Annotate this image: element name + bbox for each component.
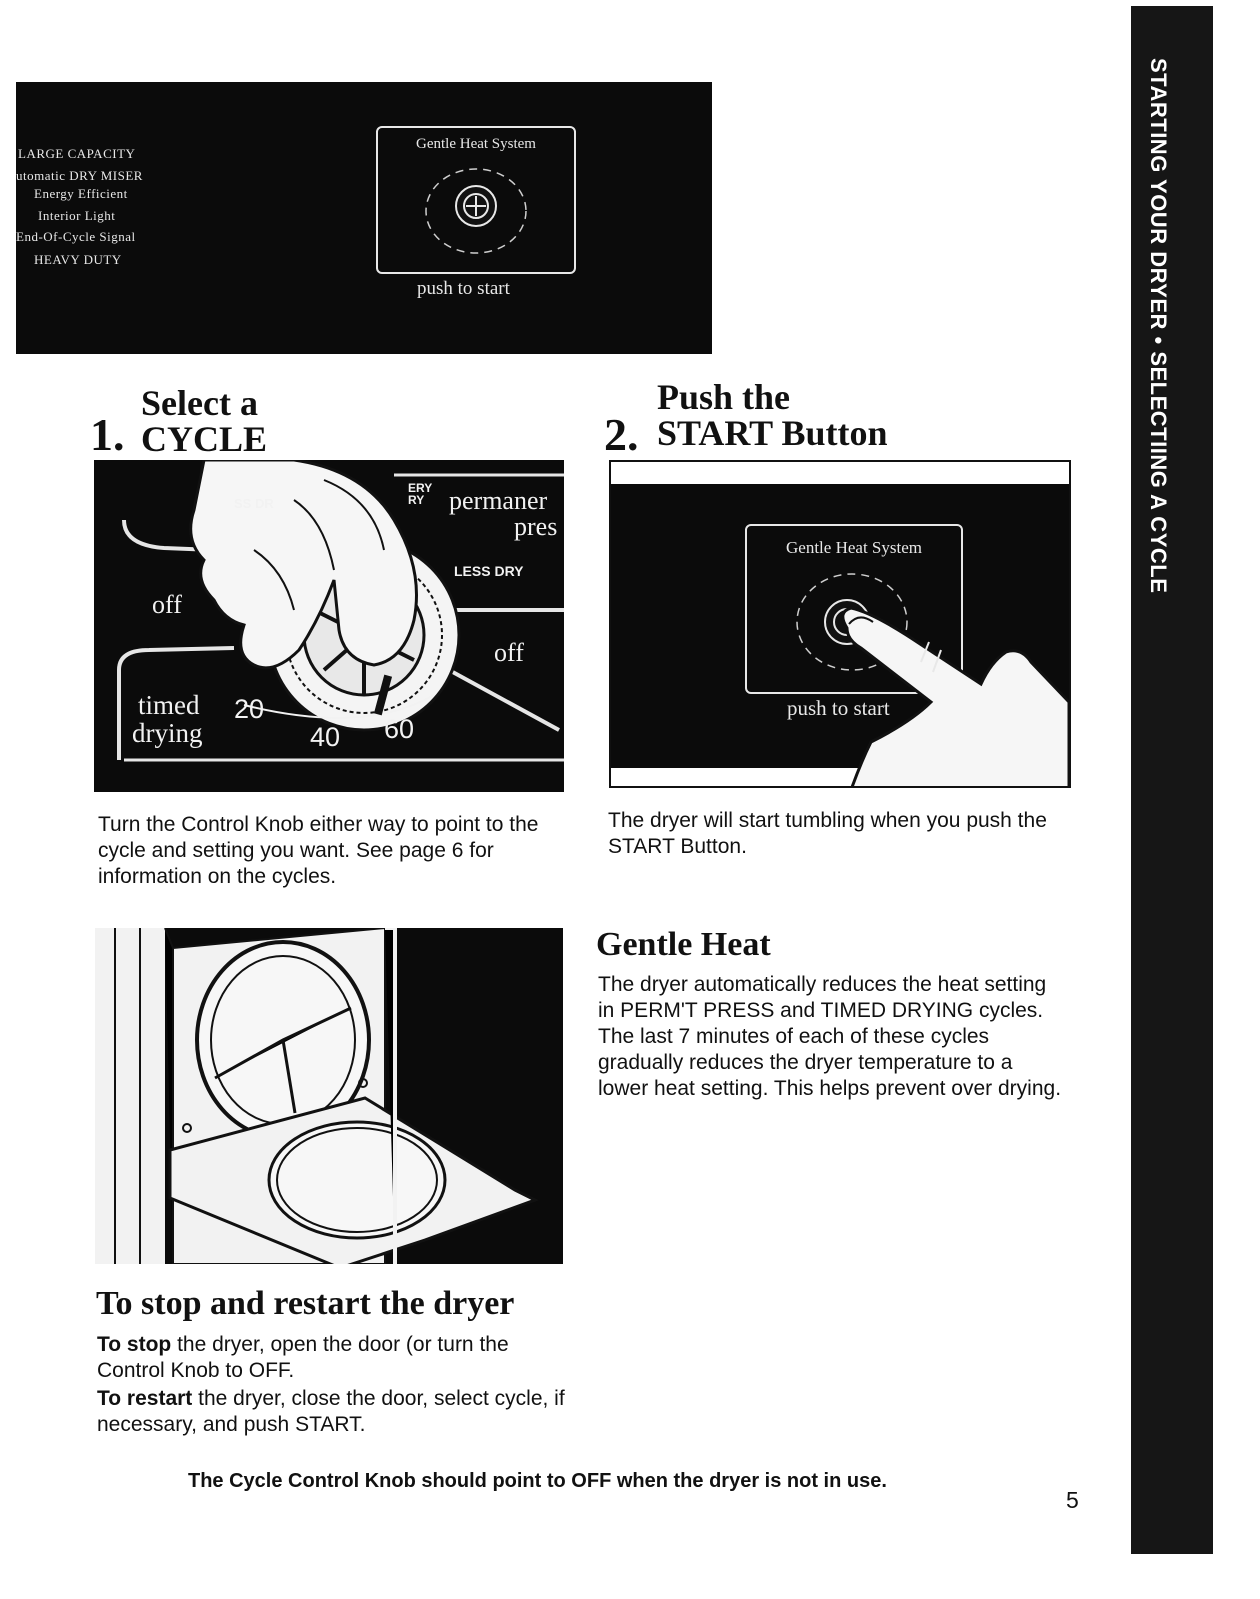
knob-label-20: 20	[234, 694, 265, 724]
restart-instruction-bold: To restart	[97, 1387, 193, 1410]
knob-label-timed: timed	[138, 690, 200, 720]
step-2-number: 2.	[604, 409, 639, 460]
knob-label-less-dry-left: SS DR	[234, 496, 274, 511]
side-tab	[1131, 6, 1213, 1554]
push-start-illustration	[609, 460, 1071, 788]
step-1-number: 1.	[90, 409, 125, 460]
stop-instruction-text: the dryer, open the door (or turn the Control Knob to OFF.	[97, 1333, 509, 1382]
knob-label-60: 60	[384, 714, 415, 744]
stop-instruction	[97, 1332, 567, 1384]
knob-label-off-right: off	[494, 638, 524, 667]
push-to-start-label: push to start	[417, 278, 510, 299]
knob-label-off-left: off	[152, 590, 182, 619]
feature-energy-efficient: Energy Efficient	[34, 186, 128, 201]
step-2-heading-line1: Push the	[657, 377, 791, 417]
knob-label-drying: drying	[132, 718, 203, 748]
feature-end-of-cycle-signal: End-Of-Cycle Signal	[16, 229, 136, 244]
gentle-heat-heading: Gentle Heat	[596, 926, 771, 963]
control-knob-illustration	[94, 460, 564, 792]
step-2-heading-line2: START Button	[657, 413, 888, 453]
push-to-start-label-2: push to start	[787, 696, 890, 720]
restart-instruction	[97, 1386, 567, 1438]
step-2-description: The dryer will start tumbling when you push the START Button.	[608, 809, 1047, 858]
feature-large-capacity: LARGE CAPACITY	[18, 146, 136, 161]
stop-instruction-bold: To stop	[97, 1333, 172, 1356]
knob-label-press: pres	[514, 512, 558, 541]
restart-instruction-text: the dryer, close the door, select cycle, if necessary, and push START.	[97, 1387, 565, 1436]
gentle-heat-body: The dryer automatically reduces the heat setting in PERM'T PRESS and TIMED DRYING cycles. The last 7 minutes of each of these cycles gradually reduces the dryer temperature to a lower heat setting. This helps prevent over drying.	[598, 973, 1062, 1100]
feature-dry-miser: utomatic DRY MISER	[16, 168, 143, 183]
feature-interior-light: Interior Light	[38, 208, 116, 223]
knob-label-40: 40	[310, 722, 341, 752]
step-1-heading-line1: Select a	[141, 383, 258, 423]
pointing-finger-drawing	[611, 462, 1069, 788]
dryer-door-illustration	[95, 928, 563, 1264]
dryer-door-drawing	[95, 928, 563, 1264]
side-tab-label: STARTING YOUR DRYER • SELECTIING A CYCLE	[1146, 58, 1171, 594]
console-panel-illustration	[16, 82, 712, 354]
knob-label-permanent: permaner	[449, 486, 548, 515]
gentle-heat-system-label-2: Gentle Heat System	[786, 538, 922, 557]
start-button-housing	[376, 126, 576, 274]
knob-label-less-dry: LESS DRY	[454, 563, 524, 579]
start-button-icon	[416, 156, 536, 266]
feature-heavy-duty: HEAVY DUTY	[34, 252, 122, 267]
step-1-heading-line2: CYCLE	[141, 419, 268, 459]
stop-restart-heading: To stop and restart the dryer	[96, 1285, 515, 1322]
footer-note: The Cycle Control Knob should point to OFF when the dryer is not in use.	[188, 1470, 887, 1492]
knob-label-very-dry: ERY RY	[408, 481, 433, 507]
step-1-description: Turn the Control Knob either way to point to the cycle and setting you want. See page 6 for information on the cycles.	[98, 813, 539, 888]
gentle-heat-system-label: Gentle Heat System	[416, 136, 536, 152]
page-number: 5	[1066, 1487, 1079, 1513]
